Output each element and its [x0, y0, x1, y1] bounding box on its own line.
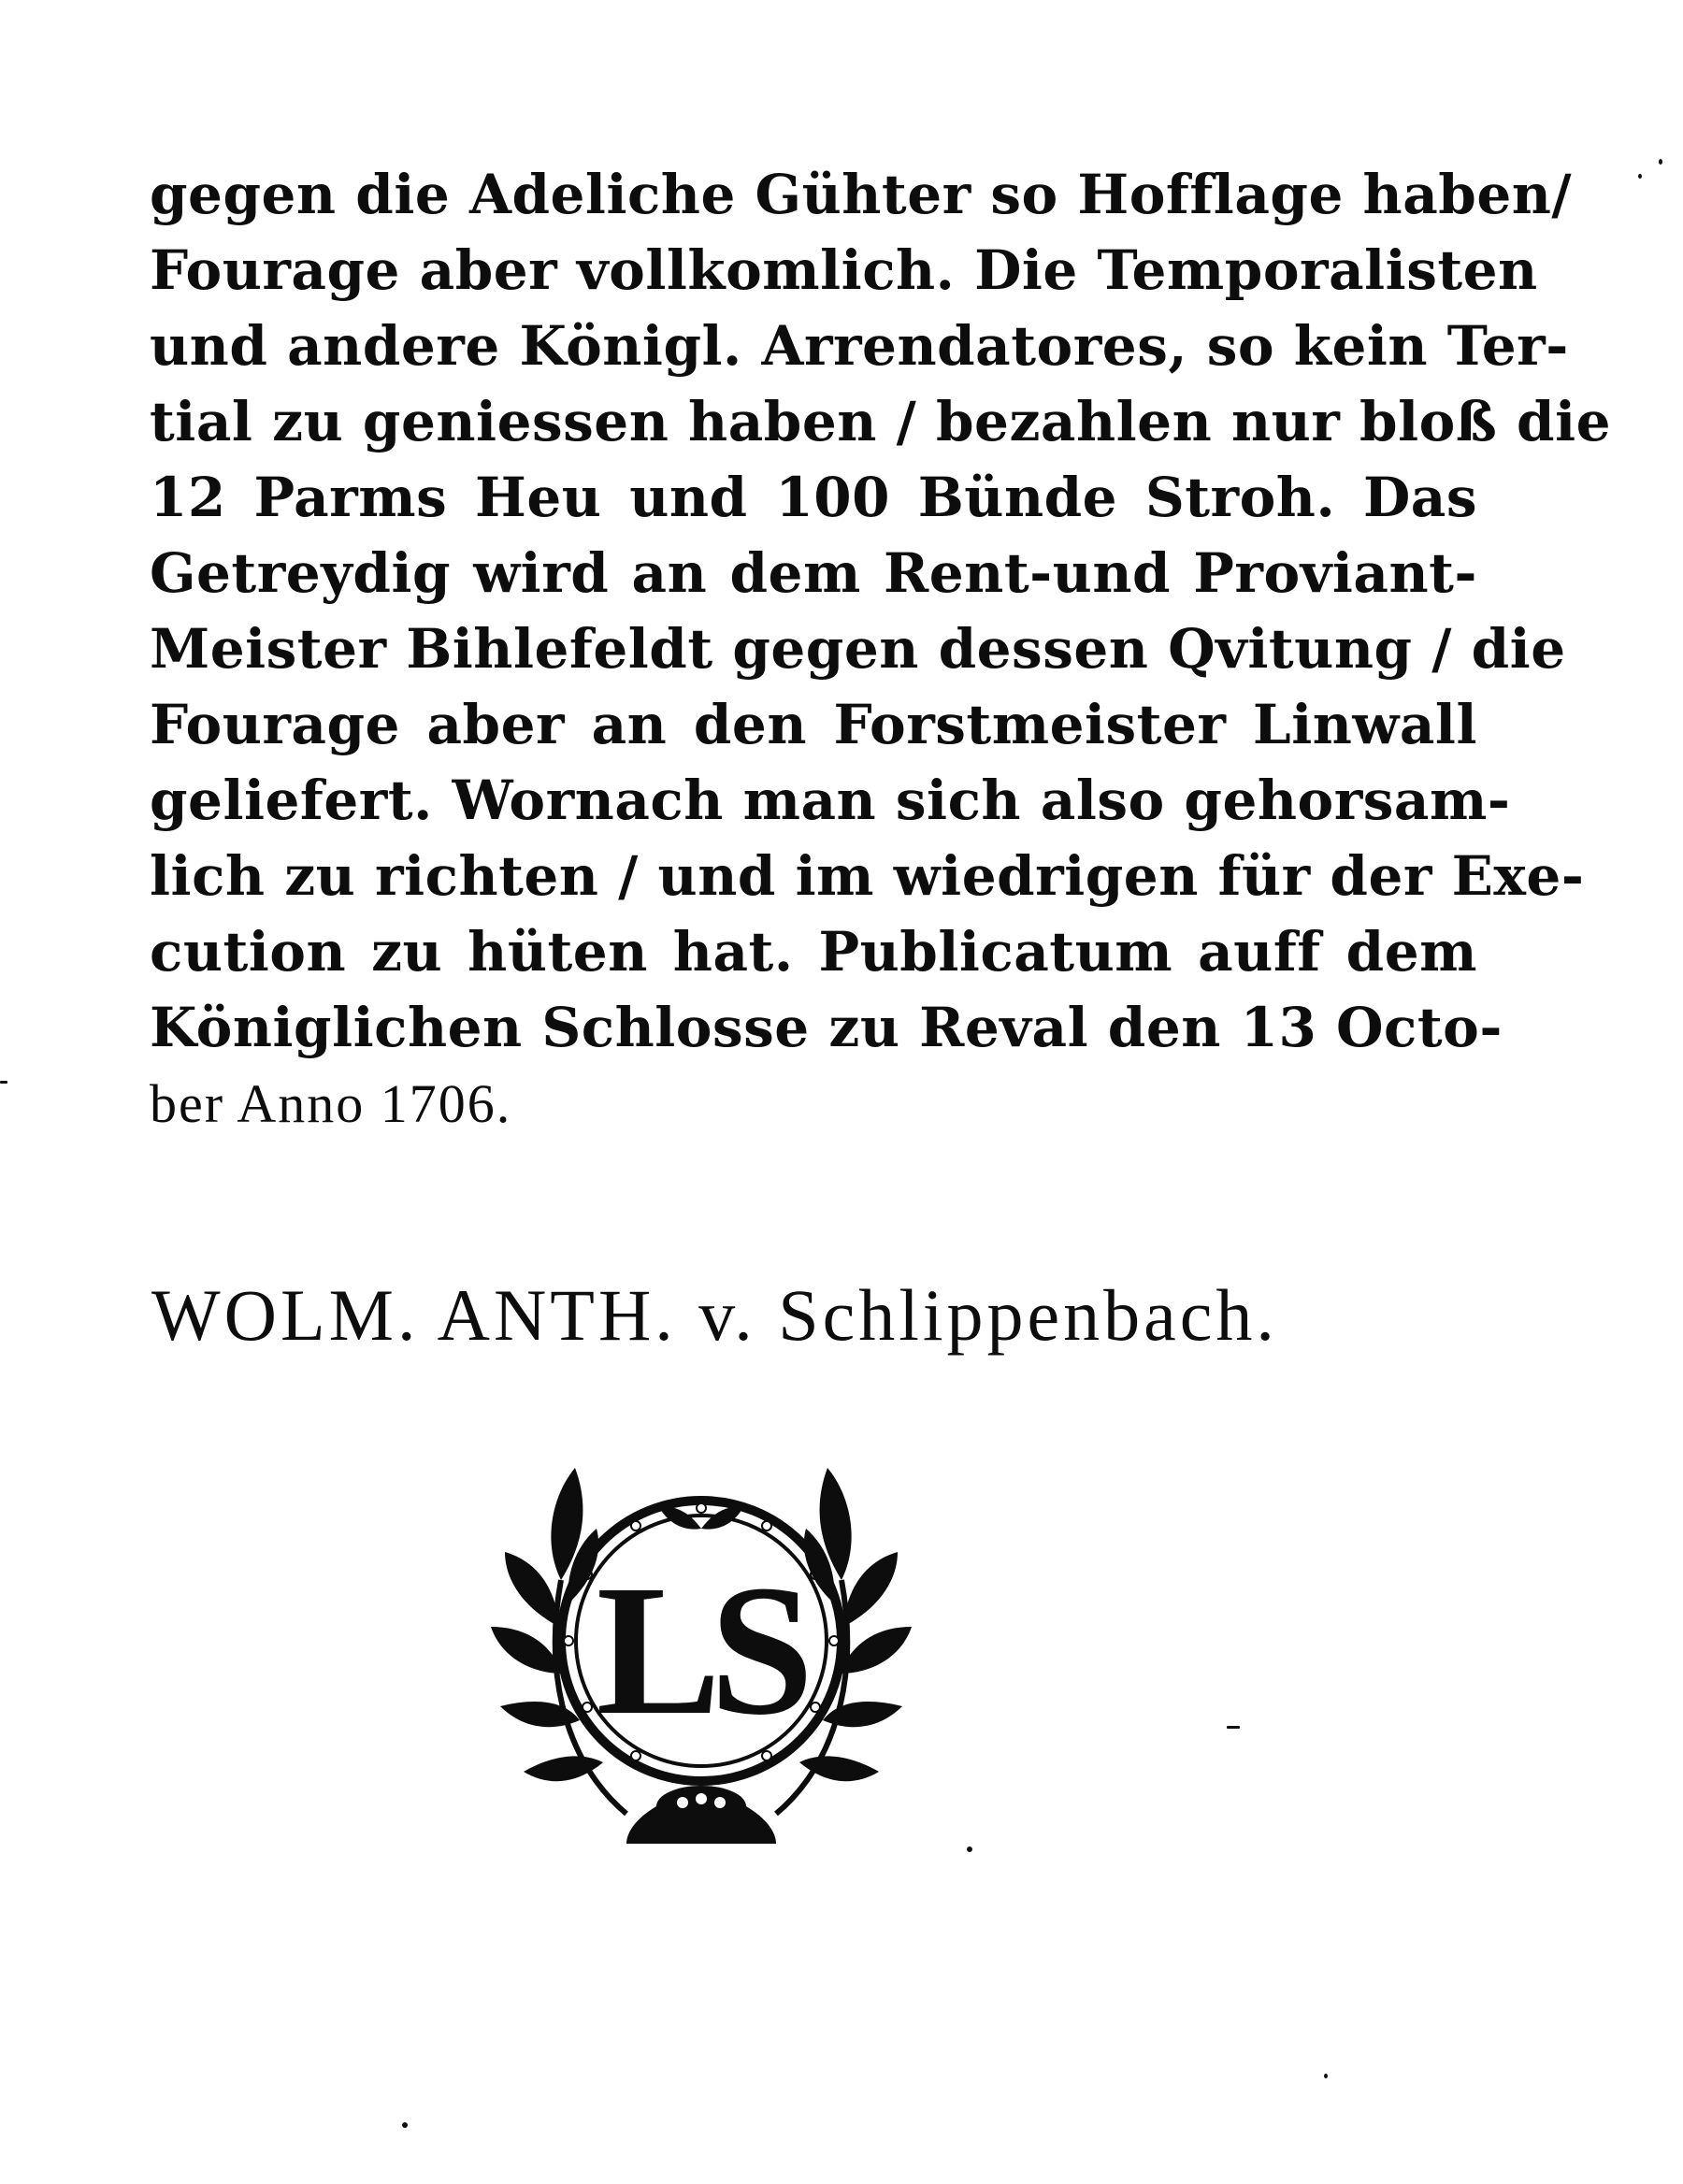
print-speck: [1638, 174, 1642, 179]
text-line: ber Anno 1706.: [150, 1073, 512, 1134]
print-speck: [967, 1846, 972, 1852]
print-speck: [0, 1081, 7, 1084]
text-line: lich zu richten / und im wiedrigen für der Exe-: [150, 844, 1585, 908]
body-text: [150, 157, 1612, 1142]
text-line: und andere Königl. Arrendatores, so kein Ter-: [150, 314, 1569, 378]
text-line: 12 Parms Heu und 100 Bünde Stroh. Das: [150, 466, 1477, 529]
text-line: Königlichen Schlosse zu Reval den 13 Octo-: [150, 996, 1503, 1059]
print-speck: [1324, 2074, 1328, 2078]
seal-ls: [486, 1440, 916, 1851]
text-line: Fourage aber an den Forstmeister Linwall: [150, 693, 1477, 756]
print-speck: [402, 2122, 408, 2128]
text-line: tial zu geniessen haben / bezahlen nur bloß die: [150, 390, 1612, 453]
text-line: Fourage aber vollkomlich. Die Temporalisten: [150, 238, 1538, 302]
print-speck: [1659, 159, 1662, 165]
print-speck: [1227, 1726, 1240, 1729]
seal-initials: LS: [596, 1547, 803, 1754]
text-line: Getreydig wird an dem Rent-und Proviant-: [150, 541, 1477, 605]
text-line: cution zu hüten hat. Publicatum auff dem: [150, 920, 1477, 984]
text-line: gegen die Adeliche Gühter so Hofflage haben/: [150, 163, 1573, 226]
text-line: geliefert. Wornach man sich also gehorsam-: [150, 769, 1511, 832]
signature: WOLM. ANTH. v. Schlippenbach.: [151, 1274, 1278, 1356]
text-line: Meister Bihlefeldt gegen dessen Qvitung / die: [150, 617, 1566, 681]
